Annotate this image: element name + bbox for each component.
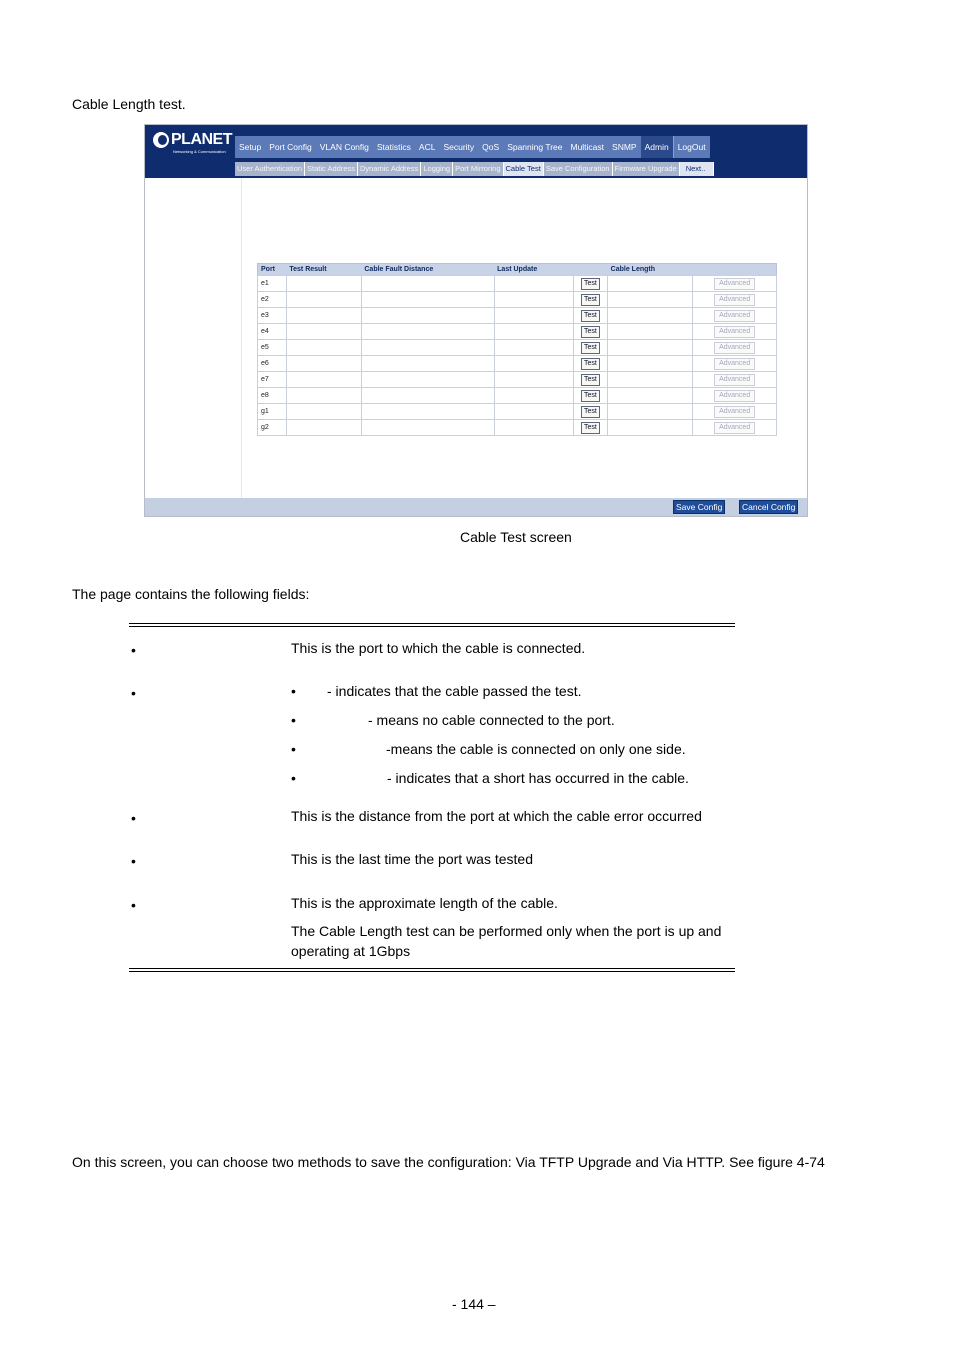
test-button[interactable]: Test xyxy=(581,326,600,338)
subnav-next[interactable]: Next.. xyxy=(680,162,715,176)
test-result-cell xyxy=(286,356,361,372)
table-row xyxy=(258,292,777,308)
col-test-result: Test Result xyxy=(286,264,361,276)
test-button[interactable]: Test xyxy=(581,374,600,386)
bullet-fault-distance: • xyxy=(131,810,136,826)
test-result-cell xyxy=(286,420,361,436)
planet-logo-icon xyxy=(153,132,169,148)
fault-distance-cell xyxy=(361,308,494,324)
test-button[interactable]: Test xyxy=(581,342,600,354)
subnav-save-configuration[interactable]: Save Configuration xyxy=(544,162,613,176)
table-row xyxy=(258,372,777,388)
cable-length-note-line1: The Cable Length test can be performed only when the port is up and xyxy=(291,923,722,939)
sub-bullet-4: • xyxy=(291,770,296,786)
cable-length-description: This is the approximate length of the cable. xyxy=(291,895,558,911)
advanced-cell xyxy=(693,292,777,308)
last-update-cell xyxy=(494,292,573,308)
sub-navigation xyxy=(235,162,714,176)
last-update-cell xyxy=(494,308,573,324)
last-update-cell xyxy=(494,420,573,436)
nav-setup[interactable]: Setup xyxy=(239,142,262,152)
port-cell: e7 xyxy=(258,372,287,388)
nav-acl[interactable]: ACL xyxy=(418,142,436,152)
advanced-cell xyxy=(693,324,777,340)
last-update-cell xyxy=(494,404,573,420)
table-row xyxy=(258,340,777,356)
cable-length-cell xyxy=(608,404,693,420)
left-panel xyxy=(145,178,242,498)
fault-distance-cell xyxy=(361,276,494,292)
result-no-cable: - means no cable connected to the port. xyxy=(368,712,615,728)
bullet-last-update: • xyxy=(131,853,136,869)
test-button[interactable]: Test xyxy=(581,422,600,434)
test-button[interactable]: Test xyxy=(581,406,600,418)
test-cell xyxy=(573,356,607,372)
test-cell xyxy=(573,324,607,340)
subnav-cable-test[interactable]: Cable Test xyxy=(504,162,544,176)
last-update-cell xyxy=(494,340,573,356)
test-cell xyxy=(573,388,607,404)
last-update-description: This is the last time the port was tested xyxy=(291,851,533,867)
table-header-row xyxy=(258,264,777,276)
nav-statistics[interactable]: Statistics xyxy=(376,142,411,152)
col-advanced xyxy=(693,264,777,276)
advanced-button: Advanced xyxy=(714,358,755,370)
nav-qos[interactable]: QoS xyxy=(482,142,500,152)
col-test xyxy=(573,264,607,276)
last-update-cell xyxy=(494,388,573,404)
fault-distance-cell xyxy=(361,340,494,356)
port-description: This is the port to which the cable is connected. xyxy=(291,640,586,656)
advanced-cell xyxy=(693,276,777,292)
table-top-rule xyxy=(129,623,735,624)
advanced-cell xyxy=(693,372,777,388)
advanced-button: Advanced xyxy=(714,390,755,402)
advanced-button: Advanced xyxy=(714,406,755,418)
subnav-dynamic-address[interactable]: Dynamic Address xyxy=(358,162,421,176)
port-cell: e2 xyxy=(258,292,287,308)
test-button[interactable]: Test xyxy=(581,390,600,402)
cable-test-table xyxy=(257,263,777,436)
advanced-cell xyxy=(693,404,777,420)
fault-distance-cell xyxy=(361,356,494,372)
advanced-button: Advanced xyxy=(714,342,755,354)
cable-length-cell xyxy=(608,356,693,372)
port-cell: e5 xyxy=(258,340,287,356)
save-config-button[interactable]: Save Config xyxy=(673,500,725,514)
col-port: Port xyxy=(258,264,287,276)
cable-length-cell xyxy=(608,276,693,292)
test-cell xyxy=(573,276,607,292)
fault-distance-cell xyxy=(361,404,494,420)
advanced-button: Advanced xyxy=(714,310,755,322)
test-button[interactable]: Test xyxy=(581,278,600,290)
cable-length-cell xyxy=(608,372,693,388)
cable-length-cell xyxy=(608,292,693,308)
nav-multicast[interactable]: Multicast xyxy=(570,142,605,152)
fault-distance-description: This is the distance from the port at which the cable error occurred xyxy=(291,808,702,824)
subnav-static-address[interactable]: Static Address xyxy=(305,162,358,176)
subnav-firmware-upgrade[interactable]: Firmware Upgrade xyxy=(613,162,680,176)
col-last-update: Last Update xyxy=(494,264,573,276)
fault-distance-cell xyxy=(361,324,494,340)
bullet-test-result: • xyxy=(131,685,136,701)
nav-logout[interactable]: LogOut xyxy=(673,136,710,158)
cable-length-cell xyxy=(608,324,693,340)
cable-length-cell xyxy=(608,388,693,404)
planet-logo: PLANET Networking & Communication xyxy=(153,131,232,149)
test-button[interactable]: Test xyxy=(581,310,600,322)
sub-bullet-1: • xyxy=(291,683,296,699)
table-row xyxy=(258,420,777,436)
advanced-cell xyxy=(693,356,777,372)
advanced-cell xyxy=(693,308,777,324)
test-cell xyxy=(573,292,607,308)
bullet-port: • xyxy=(131,642,136,658)
advanced-button: Advanced xyxy=(714,278,755,290)
figure-caption: Cable Test screen xyxy=(460,529,572,545)
result-ok: - indicates that the cable passed the test. xyxy=(327,683,582,699)
advanced-button: Advanced xyxy=(714,374,755,386)
advanced-cell xyxy=(693,420,777,436)
test-result-cell xyxy=(286,308,361,324)
nav-vlan-config[interactable]: VLAN Config xyxy=(319,142,369,152)
port-cell: e6 xyxy=(258,356,287,372)
test-result-cell xyxy=(286,388,361,404)
fault-distance-cell xyxy=(361,420,494,436)
advanced-cell xyxy=(693,340,777,356)
port-cell: g1 xyxy=(258,404,287,420)
table-row xyxy=(258,308,777,324)
test-result-cell xyxy=(286,276,361,292)
table-bottom-rule-2 xyxy=(129,971,735,972)
table-row xyxy=(258,324,777,340)
port-cell: g2 xyxy=(258,420,287,436)
fault-distance-cell xyxy=(361,292,494,308)
test-result-cell xyxy=(286,404,361,420)
result-short-cable: - indicates that a short has occurred in the cable. xyxy=(387,770,689,786)
table-bottom-rule xyxy=(129,968,735,969)
sub-bullet-3: • xyxy=(291,741,296,757)
test-result-cell xyxy=(286,372,361,388)
test-result-cell xyxy=(286,324,361,340)
test-button[interactable]: Test xyxy=(581,358,600,370)
test-result-cell xyxy=(286,292,361,308)
test-result-cell xyxy=(286,340,361,356)
last-update-cell xyxy=(494,356,573,372)
cable-length-cell xyxy=(608,340,693,356)
cable-test-rows xyxy=(258,276,777,436)
fields-intro: The page contains the following fields: xyxy=(72,586,310,602)
advanced-button: Advanced xyxy=(714,294,755,306)
top-navigation xyxy=(235,136,710,158)
port-cell: e4 xyxy=(258,324,287,340)
last-update-cell xyxy=(494,372,573,388)
table-row xyxy=(258,404,777,420)
port-cell: e3 xyxy=(258,308,287,324)
test-button[interactable]: Test xyxy=(581,294,600,306)
advanced-cell xyxy=(693,388,777,404)
col-cable-length: Cable Length xyxy=(608,264,693,276)
table-top-rule-2 xyxy=(129,626,735,627)
cancel-config-button[interactable]: Cancel Config xyxy=(739,500,798,514)
col-cable-fault-distance: Cable Fault Distance xyxy=(361,264,494,276)
save-config-paragraph: On this screen, you can choose two methods to save the configuration: Via TFTP Upgrade and Via HTTP. See figure 4-74 xyxy=(72,1154,825,1170)
port-cell: e1 xyxy=(258,276,287,292)
test-cell xyxy=(573,308,607,324)
nav-spanning-tree[interactable]: Spanning Tree xyxy=(507,142,563,152)
test-cell xyxy=(573,420,607,436)
test-cell xyxy=(573,404,607,420)
subnav-user-authentication[interactable]: User Authentication xyxy=(235,162,305,176)
nav-admin[interactable]: Admin xyxy=(641,136,673,158)
subnav-port-mirroring[interactable]: Port Mirroring xyxy=(453,162,503,176)
result-open-cable: -means the cable is connected on only one side. xyxy=(386,741,686,757)
cable-test-screenshot xyxy=(144,124,808,517)
advanced-button: Advanced xyxy=(714,422,755,434)
page-number: - 144 – xyxy=(452,1296,496,1312)
nav-port-config[interactable]: Port Config xyxy=(269,142,312,152)
cable-length-note-line2: operating at 1Gbps xyxy=(291,943,411,959)
last-update-cell xyxy=(494,324,573,340)
subnav-logging[interactable]: Logging xyxy=(421,162,453,176)
nav-security[interactable]: Security xyxy=(443,142,475,152)
last-update-cell xyxy=(494,276,573,292)
table-row xyxy=(258,388,777,404)
table-row xyxy=(258,276,777,292)
fault-distance-cell xyxy=(361,388,494,404)
intro-text: Cable Length test. xyxy=(72,96,186,112)
test-cell xyxy=(573,340,607,356)
bullet-cable-length: • xyxy=(131,897,136,913)
fault-distance-cell xyxy=(361,372,494,388)
test-cell xyxy=(573,372,607,388)
table-row xyxy=(258,356,777,372)
cable-length-cell xyxy=(608,308,693,324)
cable-length-cell xyxy=(608,420,693,436)
sub-bullet-2: • xyxy=(291,712,296,728)
port-cell: e8 xyxy=(258,388,287,404)
advanced-button: Advanced xyxy=(714,326,755,338)
nav-snmp[interactable]: SNMP xyxy=(612,142,637,152)
